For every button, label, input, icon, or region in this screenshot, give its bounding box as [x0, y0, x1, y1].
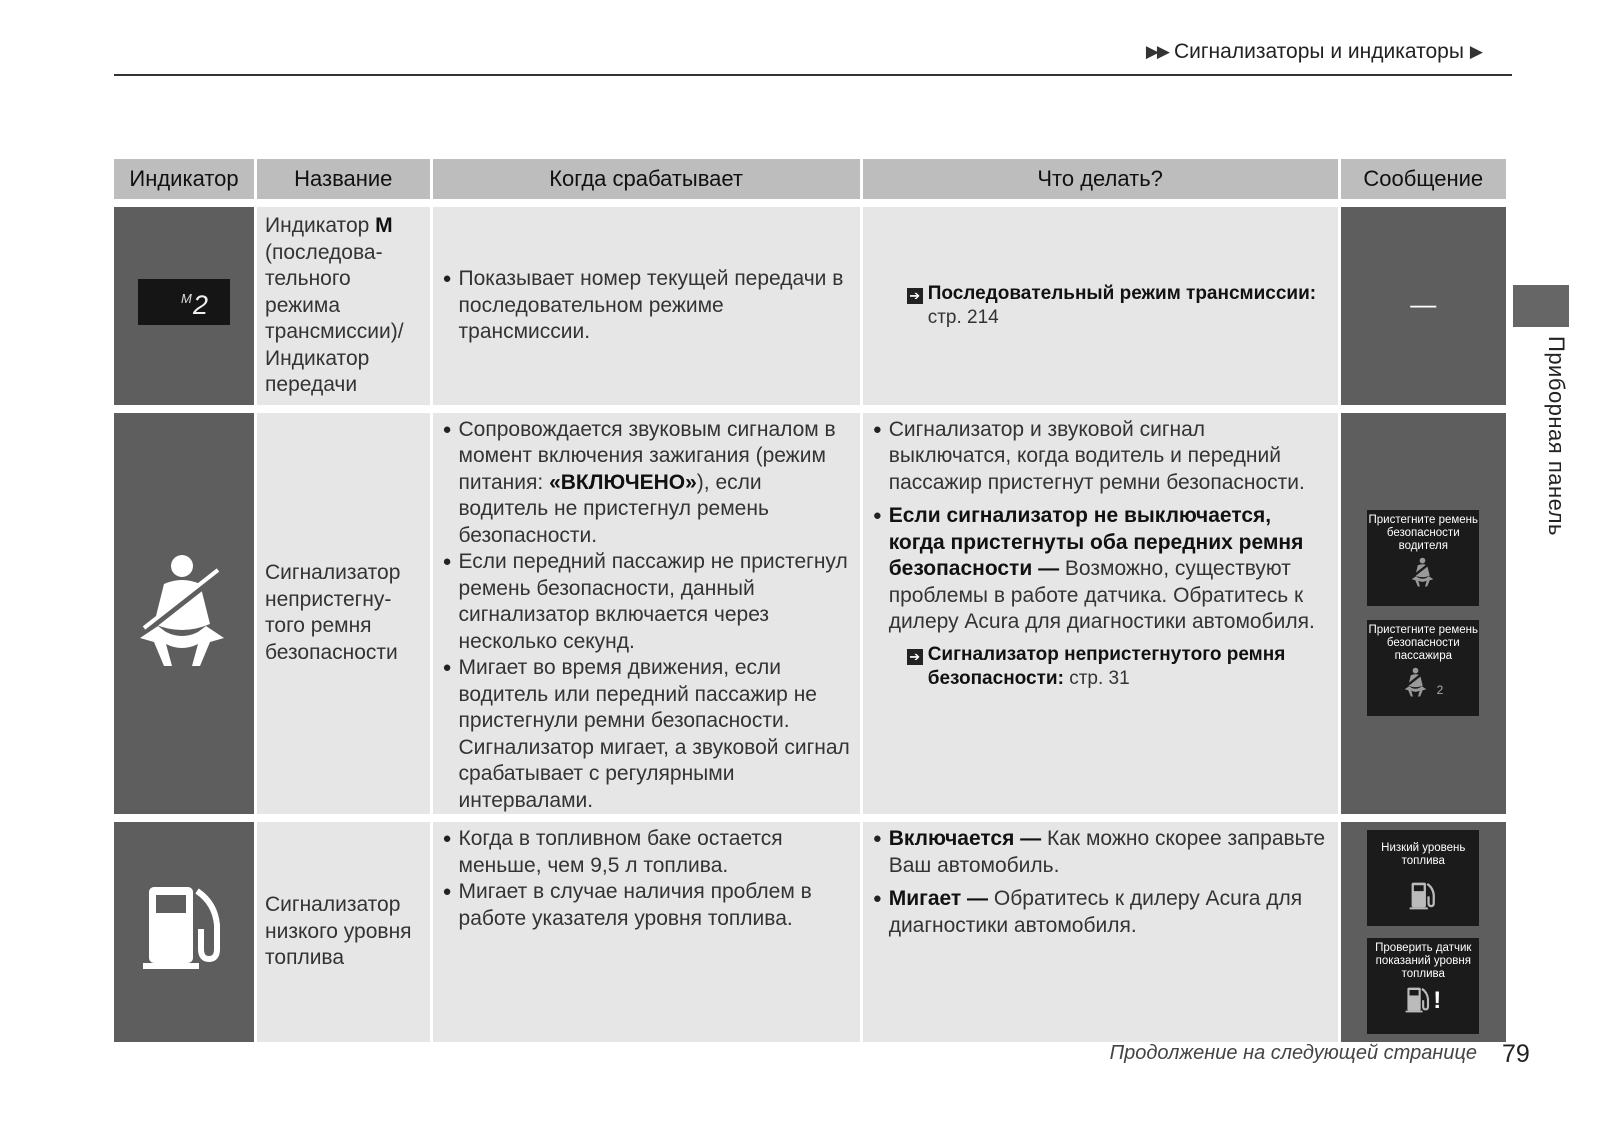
- message-dash: —: [1410, 289, 1437, 319]
- page-reference[interactable]: ➔ Сигнализатор непристегнутого ремня безопасности: стр. 31: [863, 643, 1338, 691]
- seatbelt-icon: [1403, 667, 1429, 697]
- page-reference[interactable]: [863, 282, 1338, 330]
- fuel-pump-icon: [141, 885, 227, 971]
- list-item: ● Мигает в случае наличия проблем в работе указателя уровня топлива.: [443, 879, 852, 932]
- section-tab-marker: [1513, 285, 1569, 327]
- name-cell: [257, 822, 430, 1042]
- exclamation-icon: !: [1433, 987, 1442, 1014]
- what-to-do-cell: [863, 822, 1338, 1042]
- check-fuel-sensor-message: Проверить датчик показаний уровня топлива !: [1367, 938, 1479, 1034]
- gear-m2-icon: [138, 279, 230, 325]
- list-item: ● Показывает номер текущей передачи в последовательном режиме трансмиссии.: [443, 266, 852, 346]
- name-text-rest: (последова-тельного режима трансмиссии)/ Индикатор передачи: [265, 240, 404, 396]
- svg-text:2: 2: [193, 290, 209, 320]
- breadcrumb-label: Сигнализаторы и индикаторы: [1174, 40, 1464, 63]
- indicator-cell: [114, 822, 254, 1042]
- passenger-seatbelt-message: Пристегните ремень безопасности пассажира 2: [1367, 620, 1479, 716]
- low-fuel-message: Низкий уровень топлива: [1367, 830, 1479, 926]
- col-name: Название: [257, 159, 430, 207]
- list-item: ● Если передний пассажир не пристегнул ремень безопасности, данный сигнализатор включается через несколько секунд.: [443, 549, 852, 655]
- fuel-pump-icon: [1405, 987, 1431, 1013]
- list-item: ● Когда в топливном баке остается меньше, чем 9,5 л топлива.: [443, 826, 852, 879]
- col-what-to-do: Что делать?: [863, 159, 1338, 207]
- list-item: ● Мигает — Обратитесь к дилеру Acura для диагностики автомобиля.: [873, 886, 1330, 939]
- name-text: Индикатор: [265, 214, 376, 237]
- fuel-pump-icon: [1409, 882, 1437, 910]
- table-row: [114, 413, 1506, 815]
- svg-text:M: M: [181, 291, 192, 306]
- section-tab-label: Приборная панель: [1544, 336, 1569, 536]
- driver-seatbelt-message: Пристегните ремень безопасности водителя: [1367, 510, 1479, 606]
- what-to-do-cell: [863, 413, 1338, 815]
- list-item: ● Мигает во время движения, если водитель или передний пассажир не пристегнули ремни безопасности. Сигнализатор мигает, а звуковой сигнал срабатывает с регулярными интервалами.: [443, 655, 852, 814]
- col-when: Когда срабатывает: [433, 159, 860, 207]
- header-rule: [114, 74, 1512, 76]
- message-cell: [1341, 207, 1506, 405]
- seatbelt-icon: [1410, 557, 1436, 587]
- indicator-cell: [114, 207, 254, 405]
- when-cell: [433, 822, 860, 1042]
- indicator-cell: [114, 413, 254, 815]
- reference-title: Последовательный режим трансмиссии:: [927, 282, 1317, 304]
- list-item: ● Сопровождается звуковым сигналом в момент включения зажигания (режим питания: «ВКЛЮЧЕНО»), если водитель не пристегнул ремень безопасности.: [443, 417, 852, 550]
- double-triangle-icon: ▶▶: [1145, 42, 1168, 61]
- reference-arrow-icon: ➔: [907, 288, 923, 304]
- when-cell: [433, 207, 860, 405]
- name-cell: [257, 413, 430, 815]
- col-message: Сообщение: [1341, 159, 1506, 207]
- continued-note: Продолжение на следующей странице: [1109, 1042, 1477, 1064]
- reference-title: Сигнализатор непристегнутого ремня: [927, 643, 1286, 665]
- name-bold: M: [375, 214, 393, 237]
- list-item: ● Включается — Как можно скорее заправьте Ваш автомобиль.: [873, 826, 1330, 879]
- seat-number: 2: [1436, 683, 1444, 698]
- what-to-do-cell: [863, 207, 1338, 405]
- reference-arrow-icon: ➔: [907, 649, 923, 665]
- breadcrumb: [1146, 40, 1481, 64]
- reference-page: стр. 31: [1069, 667, 1130, 689]
- name-cell: [257, 207, 430, 405]
- seatbelt-icon: [136, 552, 232, 668]
- indicator-table: [111, 159, 1509, 1042]
- list-item: ● Сигнализатор и звуковой сигнал выключатся, когда водитель и передний пассажир пристегнут ремни безопасности.: [873, 417, 1330, 497]
- when-cell: [433, 413, 860, 815]
- triangle-icon: ▶: [1469, 42, 1481, 61]
- reference-page: стр. 214: [927, 306, 999, 328]
- page-number: 79: [1502, 1040, 1530, 1068]
- name-text: Сигнализатор непристегну-того ремня безопасности: [265, 561, 401, 664]
- name-text: Сигнализатор низкого уровня топлива: [265, 893, 412, 970]
- table-row: [114, 207, 1506, 405]
- table-header-row: [114, 159, 1506, 207]
- col-indicator: Индикатор: [114, 159, 254, 207]
- list-item: ● Если сигнализатор не выключается, когда пристегнуты оба передних ремня безопасности — Возможно, существуют проблемы в работе датчика. Обратитесь к дилеру Acura для диагностики автомобиля.: [873, 503, 1330, 636]
- message-cell: [1341, 413, 1506, 815]
- table-row: [114, 822, 1506, 1042]
- message-cell: [1341, 822, 1506, 1042]
